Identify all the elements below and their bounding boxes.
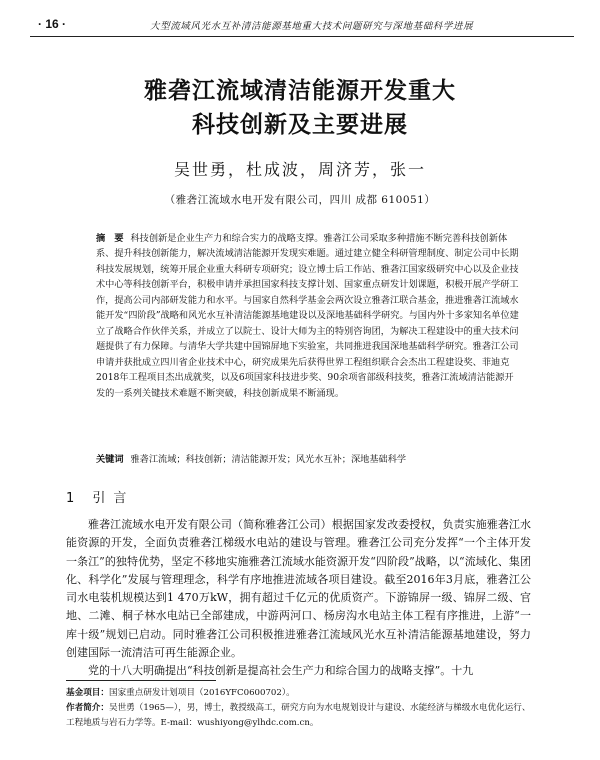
author-bio-text: 吴世勇（1965—），男，博士，教授级高工，研究方向为水电规划设计与建设、水能经济与梯级水电优化运行、工程地质与岩石力学等。E-mail：wushiyong@ylhdc.com.cn。: [66, 703, 531, 728]
article-title-line-2: 科技创新及主要进展: [192, 112, 408, 138]
keywords: [96, 453, 522, 467]
body-paragraph-2: 党的十八大明确提出“科技创新是提高社会生产力和综合国力的战略支撑”。十九: [88, 664, 474, 678]
fund-text: 国家重点研发计划项目（2016YFC0600702）。: [108, 688, 295, 698]
section-title: 引言: [92, 491, 135, 506]
keywords-text: 雅砻江流域；科技创新；清洁能源开发；风光水互补；深地基础科学: [130, 454, 407, 465]
abstract-text: 科技创新是企业生产力和综合实力的战略支撑。雅砻江公司采取多种措施不断完善科技创新体系、提升科技创新能力，解决流域清洁能源开发现实难题。通过建立健全科研管理制度、制定公司中长期科技发展规划，统筹开展企业重大科研专项研究；设立博士后工作站、雅砻江国家级研究中心以及企业技术中心等科技创新平台，积极申请并承担国家科技支撑计划、国家重点研发计划课题，积极开展产学研工作，提高公司内部研发能力和水平。与国家自然科学基金会两次设立雅砻江联合基金，推进雅砻江流域水能开发“四阶段”战略和风光水互补清洁能源基地建设以及深地基础科学研究。与国内外十多家知名单位建立了战略合作伙伴关系，并成立了以院士、设计大师为主的特别咨询团，为解决工程建设中的重大技术问题提供了有力保障。与清华大学共建中国锦屏地下实验室，共同推进我国深地基础科学研究。雅砻江公司申请并获批成立四川省企业技术中心，研究成果先后获得世界工程组织联合会杰出工程建设奖、菲迪克2018年工程项目杰出成就奖，以及6项国家科技进步奖、90余项省部级科技奖，雅砻江流域清洁能源开发的一系列关键技术难题不断突破，科技创新成果不断涌现。: [96, 233, 519, 399]
article-title-line-1: 雅砻江流域清洁能源开发重大: [144, 78, 456, 104]
footnote-fund: [66, 686, 536, 701]
running-head: [30, 14, 574, 37]
body-text: [66, 516, 531, 681]
author-bio-label: 作者简介：: [66, 703, 109, 713]
footnotes: [66, 686, 536, 731]
keywords-label: 关键词: [96, 454, 124, 465]
footnote-divider: [66, 680, 216, 681]
section-number: 1: [66, 491, 76, 506]
body-paragraph-1: 雅砻江流域水电开发有限公司（简称雅砻江公司）根据国家发改委授权，负责实施雅砻江水能资源的开发，全面负责雅砻江梯级水电站的建设与管理。雅砻江公司充分发挥“一个主体开发一条江”的独特优势，坚定不移地实施雅砻江流域水能资源开发“四阶段”战略，以“流域化、集团化、科学化”发展与管理理念，科学有序地推进流域各项目建设。截至2016年3月底，雅砻江公司水电装机规模达到1 470万kW，拥有超过千亿元的优质资产。下游锦屏一级、锦屏二级、官地、二滩、桐子林水电站已全部建成，中游两河口、杨房沟水电站主体工程有序推进，上游“一库十级”规划已启动。同时雅砻江公司积极推进雅砻江流域风光水互补清洁能源基地建设，努力创建国际一流清洁可再生能源企业。: [66, 518, 531, 660]
footnote-author: [66, 701, 536, 731]
section-heading: [66, 487, 134, 506]
fund-label: 基金项目：: [66, 688, 109, 698]
author-list: 吴世勇，杜成波，周济芳，张一: [173, 160, 426, 179]
abstract: [96, 231, 522, 401]
page-number: · 16 ·: [38, 17, 67, 31]
running-title: 大型流域风光水互补清洁能源基地重大技术问题研究与深地基础科学进展: [150, 21, 474, 32]
author-affiliation: （雅砻江流域水电开发有限公司，四川 成都 610051）: [164, 194, 436, 206]
abstract-label: 摘 要: [96, 233, 124, 244]
